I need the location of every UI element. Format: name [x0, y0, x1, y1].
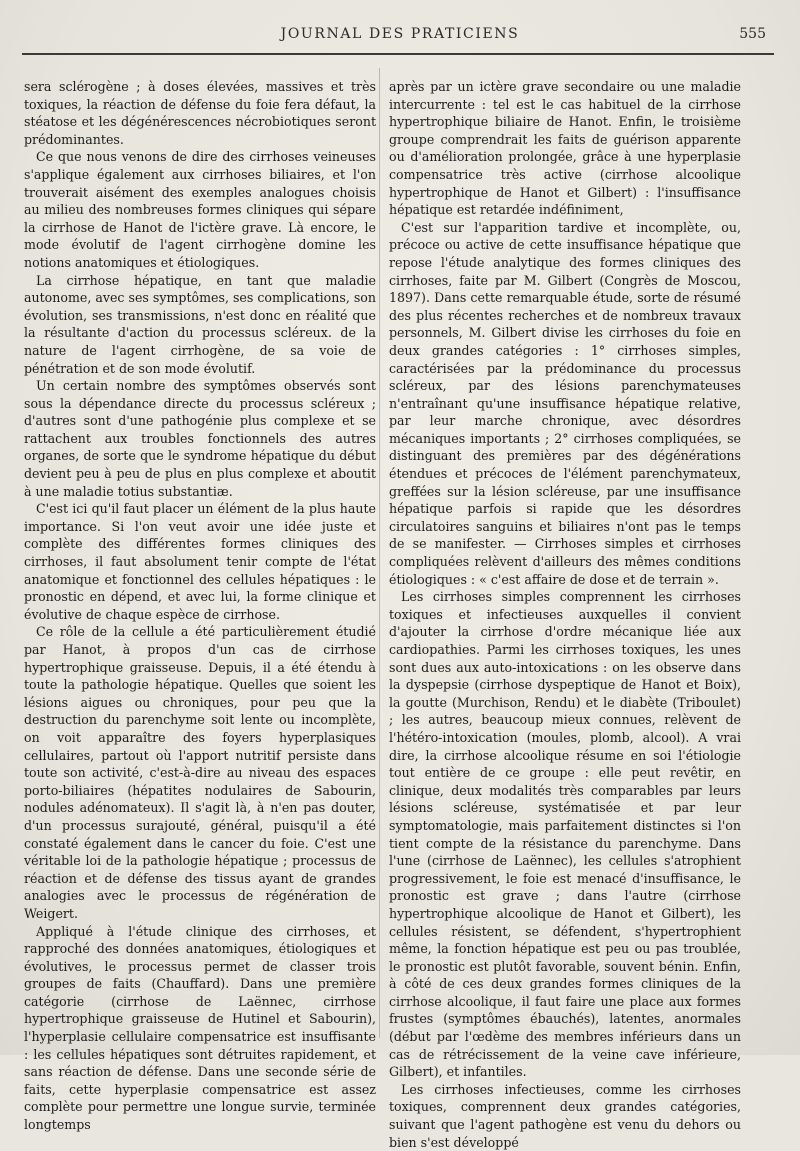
paragraph: C'est ici qu'il faut placer un élément de la plus haute importance. Si l'on veut avoir une idée juste et complète des différentes formes cliniques des cirrhoses, il faut absolument tenir compte de l'état anatomique et fonctionnel des cellules hépatiques : le pronostic en dépend, et avec lui, la forme clinique et évolutive de chaque espèce de cirrhose.: [24, 501, 376, 622]
left-column: [24, 78, 376, 1134]
paragraph: Les cirrhoses infectieuses, comme les cirrhoses toxiques, comprennent deux grandes catégories, suivant que l'agent pathogène est venu du dehors ou bien s'est développé: [389, 1081, 741, 1150]
paragraph: La cirrhose hépatique, en tant que maladie autonome, avec ses symptômes, ses complications, son évolution, ses transmissions, n'est donc en réalité que la résultante d'action du processus scléreux. de la nature de l'agent cirrhogène, de sa voie de pénétration et de son mode évolutif.: [24, 272, 377, 376]
paragraph: C'est sur l'apparition tardive et incomplète, ou, précoce ou active de cette insuffisance hépatique que repose l'étude analytique des formes cliniques des cirrhoses, faite par M. Gilbert (Congrès de Moscou, 1897). Dans cette remarquable étude, sorte de résumé des plus récentes recherches et de nombreux travaux personnels, M. Gilbert divise les cirrhoses du foie en deux grandes catégories : 1° cirrhoses simples, caractérisées par la prédominance du processus scléreux, par des lésions parenchymateuses n'entraînant qu'une insuffisance hépatique relative, par leur marche chronique, avec désordres mécaniques importants ; 2° cirrhoses compliquées, se distinguant des premières par des dégénérations étendues et précoces de l'élément parenchymateux, greffées sur la lésion scléreuse, par une insuffisance hépatique parfois si rapide que les désordres circulatoires sanguins et biliaires n'ont pas le temps de se manifester. — Cirrhoses simples et cirrhoses compliquées relèvent d'ailleurs des mêmes conditions étiologiques : « c'est affaire de dose et de terrain ».: [389, 219, 741, 587]
column-divider: [379, 68, 380, 1038]
page-number: 555: [739, 26, 766, 42]
running-header: [0, 26, 800, 48]
right-column: [389, 78, 741, 1151]
journal-title: JOURNAL DES PRATICIENS: [280, 26, 520, 42]
paragraph: Les cirrhoses simples comprennent les cirrhoses toxiques et infectieuses auxquelles il convient d'ajouter la cirrhose d'ordre mécanique liée aux cardiopathies. Parmi les cirrhoses toxiques, les unes sont dues aux auto-intoxications : on les observe dans la dyspepsie (cirrhose dyspeptique de Hanot et Boix), la goutte (Murchison, Rendu) et le diabète (Triboulet) ; les autres, beaucoup mieux connues, relèvent de l'hétéro-intoxication (moules, plomb, alcool). A vrai dire, la cirrhose alcoolique résume en soi l'étiologie tout entière de ce groupe : elle peut revêtir, en clinique, deux modalités très comparables par leurs lésions scléreuse, systématisée et par leur symptomatologie, mais parfaitement distinctes si l'on tient compte de la résistance du parenchyme. Dans l'une (cirrhose de Laënnec), les cellules s'atrophient progressivement, le foie est menacé d'insuffisance, le pronostic est grave ; dans l'autre (cirrhose hypertrophique alcoolique de Hanot et Gilbert), les cellules résistent, se défendent, s'hypertrophient même, la fonction hépatique est peu ou pas troublée, le pronostic est plutôt favorable, souvent bénin. Enfin, à côté de ces deux grandes formes cliniques de la cirrhose alcoolique, il faut faire une place aux formes frustes (symptômes ébauchés), latentes, anormales (début par l'œdème des membres inférieurs dans un cas de rétrécissement de la veine cave inférieure, Gilbert), et infantiles.: [389, 589, 741, 1080]
paragraph: Ce rôle de la cellule a été particulièrement étudié par Hanot, à propos d'un cas de cirrhose hypertrophique graisseuse. Depuis, il a été étendu à toute la pathologie hépatique. Quelles que soient les lésions aigues ou chroniques, pour peu que la destruction du parenchyme soit lente ou incomplète, on voit apparaître des foyers hyperplasiques cellulaires, partout où l'apport nutritif persiste dans toute son activité, c'est-à-dire au niveau des espaces porto-biliaires (hépatites nodulaires de Sabourin, nodules adénomateux). Il s'agit là, à n'en pas douter, d'un processus surajouté, général, puisqu'il a été constaté également dans le cancer du foie. C'est une véritable loi de la pathologie hépatique ; processus de réaction et de défense des tissus ayant de grandes analogies avec le processus de régénération de Weigert.: [24, 624, 376, 921]
paragraph: sera sclérogène ; à doses élevées, massives et très toxiques, la réaction de défense du foie fera défaut, la stéatose et les dégénérescences nécrobiotiques seront prédominantes.: [24, 79, 376, 147]
paragraph: après par un ictère grave secondaire ou une maladie intercurrente : tel est le cas habituel de la cirrhose hypertrophique biliaire de Hanot. Enfin, le troisième groupe comprendrait les faits de guérison apparente ou d'amélioration prolongée, grâce à une hyperplasie compensatrice très active (cirrhose alcoolique hypertrophique de Hanot et Gilbert) : l'insuffisance hépatique est retardée indéfiniment,: [389, 79, 741, 218]
header-rule: [22, 53, 774, 55]
paragraph: Appliqué à l'étude clinique des cirrhoses, et rapproché des données anatomiques, étiologiques et évolutives, le processus permet de classer trois groupes de faits (Chauffard). Dans une première catégorie (cirrhose de Laënnec, cirrhose hypertrophique graisseuse de Hutinel et Sabourin), l'hyperplasie cellulaire compensatrice est insuffisante : les cellules hépatiques sont détruites rapidement, et sans réaction de défense. Dans une seconde série de faits, cette hyperplasie compensatrice est assez complète pour permettre une longue survie, terminée longtemps: [24, 923, 376, 1133]
paragraph: Un certain nombre des symptômes observés sont sous la dépendance directe du processus scléreux ; d'autres sont d'une pathogénie plus complexe et se rattachent aux troubles fonctionnels des autres organes, de sorte que le syndrome hépatique du début devient peu à peu de plus en plus complexe et aboutit à une maladie totius substantiæ.: [24, 378, 376, 499]
paragraph: Ce que nous venons de dire des cirrhoses veineuses s'applique également aux cirrhoses biliaires, et l'on trouverait aisément des exemples analogues choisis au milieu des nombreuses formes cliniques qui sépare la cirrhose de Hanot de l'ictère grave. Là encore, le mode évolutif de l'agent cirrhogène domine les notions anatomiques et étiologiques.: [24, 149, 376, 270]
